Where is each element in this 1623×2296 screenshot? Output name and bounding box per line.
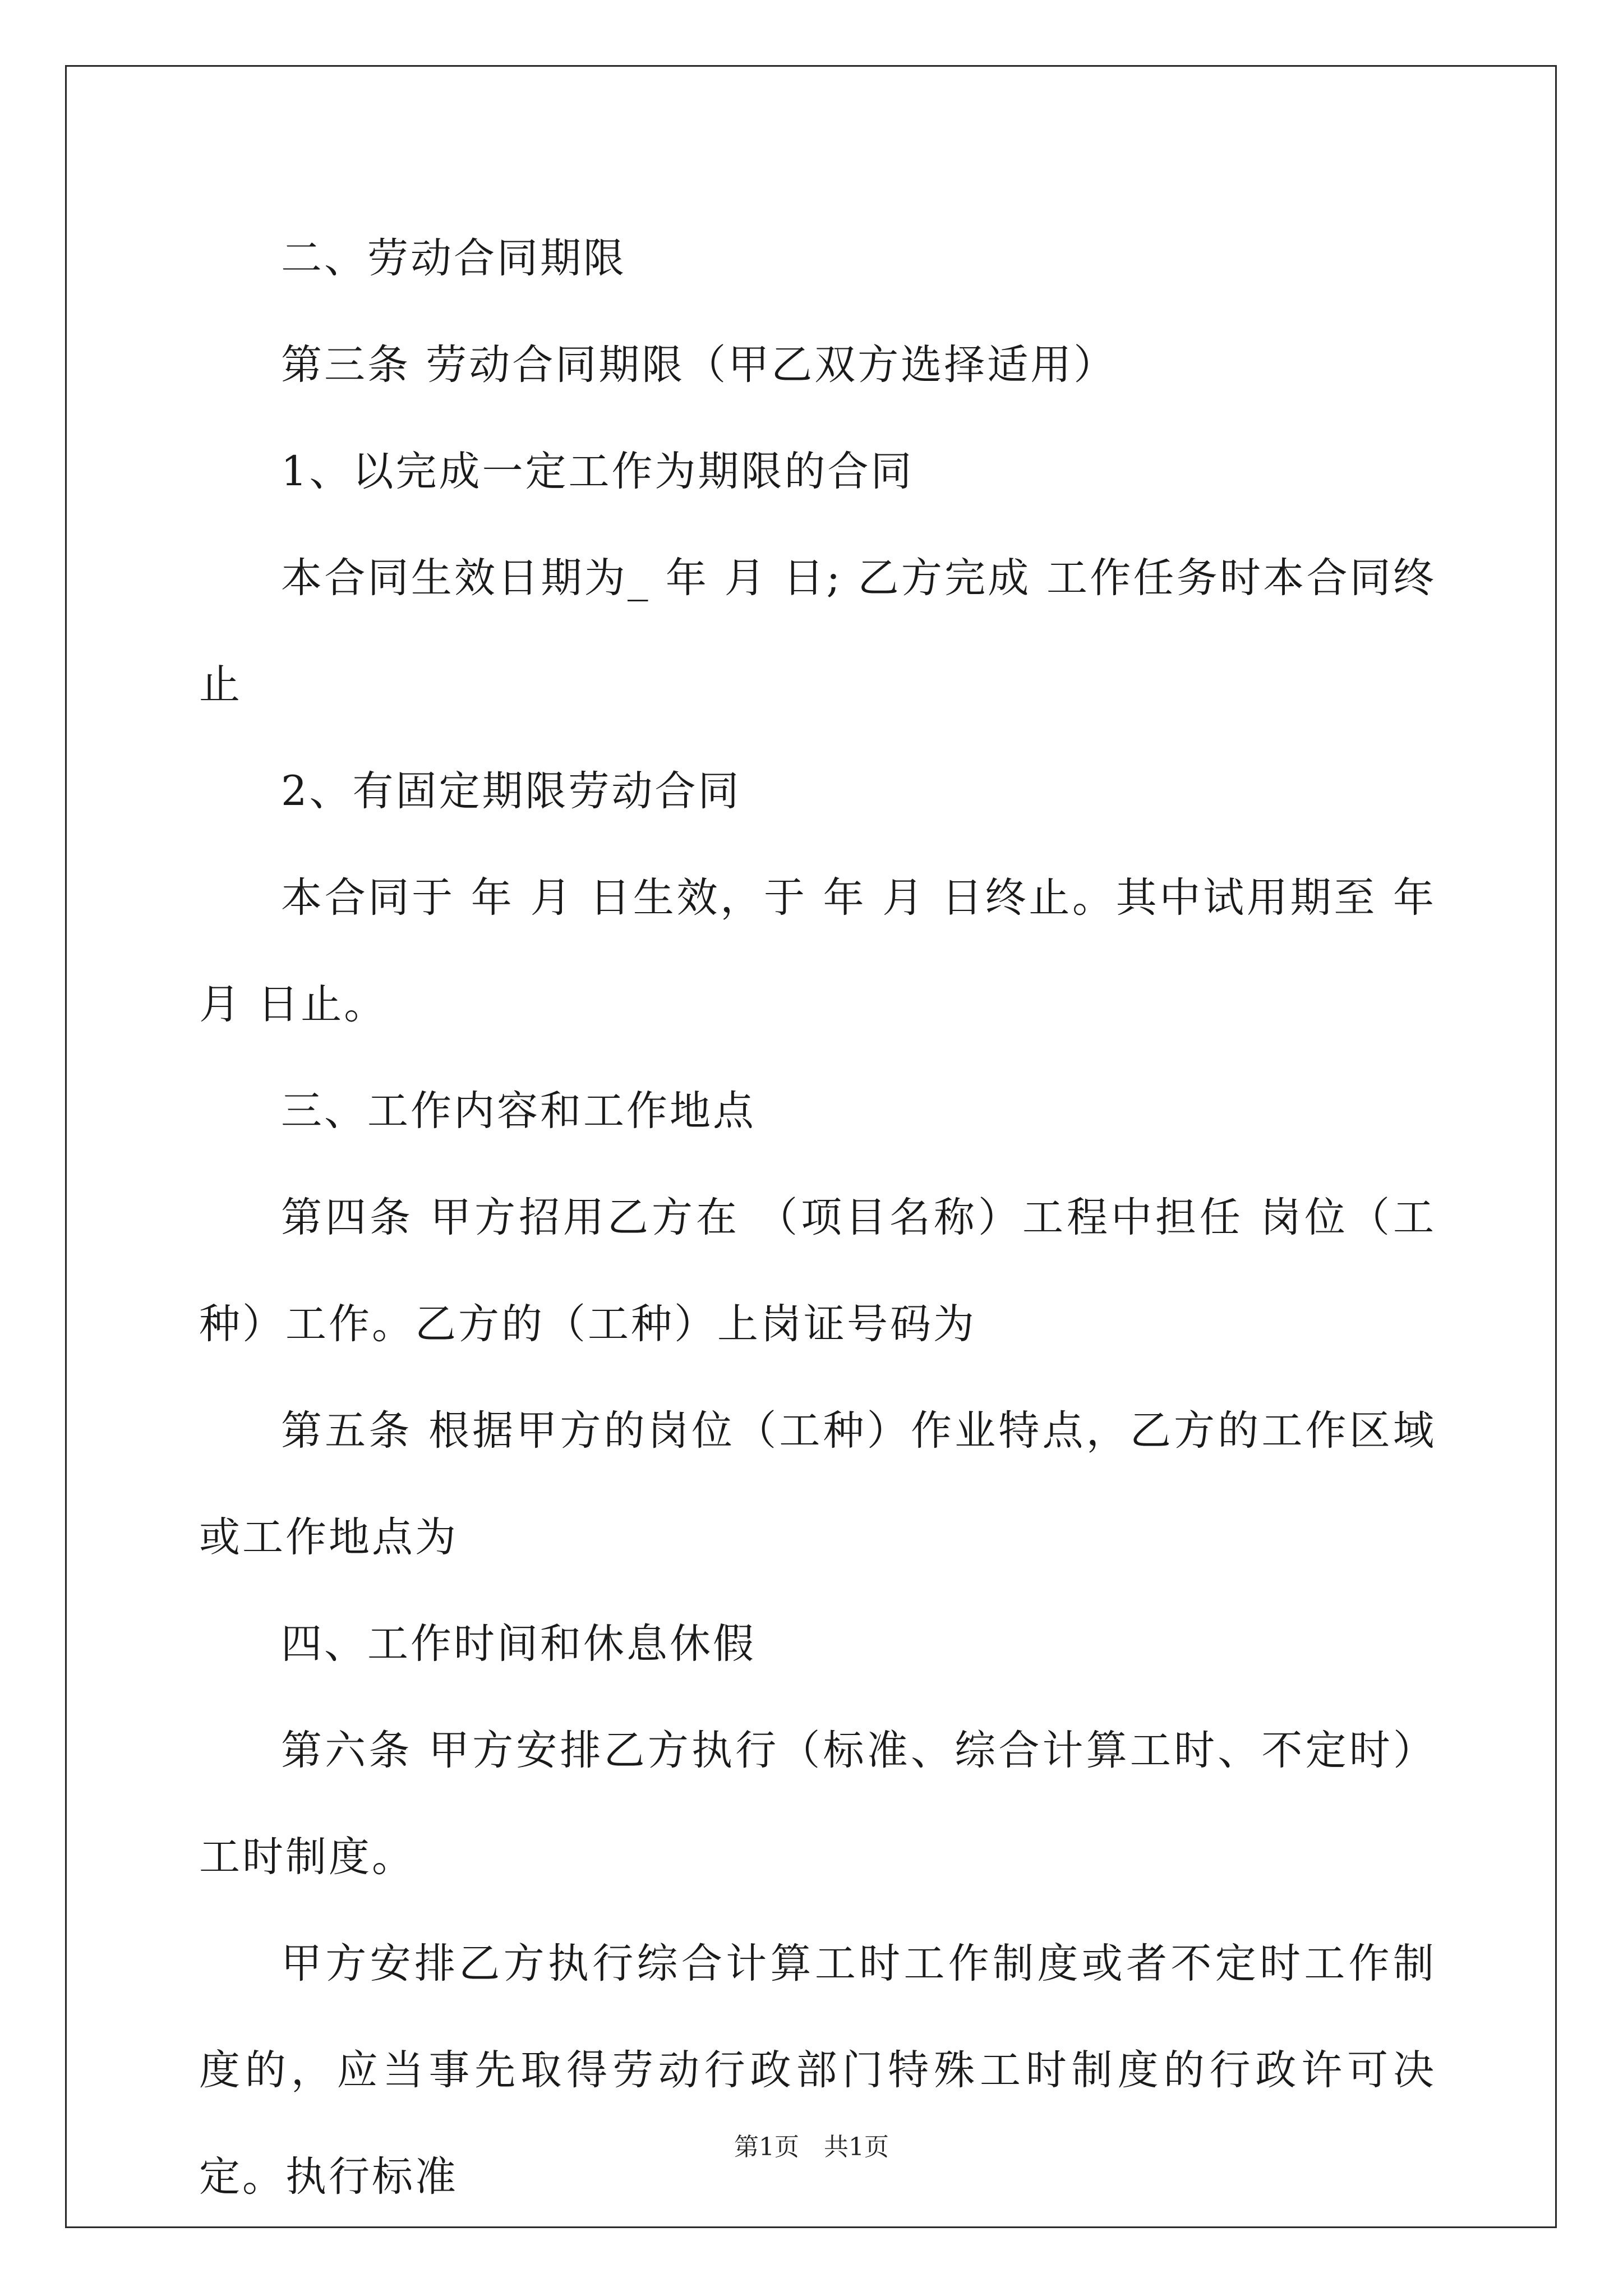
article-5-text: 第五条 根据甲方的岗位（工种）作业特点，乙方的工作区域或工作地点为 [199,1407,1436,1561]
section-heading-work-hours: 四、工作时间和休息休假 [281,1620,756,1668]
item-1-heading: 1、以完成一定工作为期限的合同 [281,448,914,495]
working-hours-note: 甲方安排乙方执行综合计算工时工作制度或者不定时工作制度的，应当事先取得劳动行政部门特殊工时制度的行政许可决定。执行标准 [199,1940,1436,2201]
item-2-heading: 2、有固定期限劳动合同 [281,767,741,815]
page-number-footer: 第1页 共1页 [734,2133,889,2161]
article-4-text: 第四条 甲方招用乙方在 （项目名称）工程中担任 岗位（工种）工作。乙方的（工种）上岗证号码为 [199,1194,1436,1348]
section-heading-work-content: 三、工作内容和工作地点 [281,1087,756,1135]
document-body [199,205,1436,2230]
section-heading-term: 二、劳动合同期限 [281,234,626,282]
article-3-heading: 第三条 劳动合同期限（甲乙双方选择适用） [281,341,1117,389]
item-1-text: 本合同生效日期为_ 年 月 日; 乙方完成 工作任务时本合同终止 [199,554,1436,708]
article-6-text: 第六条 甲方安排乙方执行（标准、综合计算工时、不定时） 工时制度。 [199,1727,1436,1881]
item-2-text: 本合同于 年 月 日生效，于 年 月 日终止。其中试用期至 年 月 日止。 [199,874,1436,1028]
